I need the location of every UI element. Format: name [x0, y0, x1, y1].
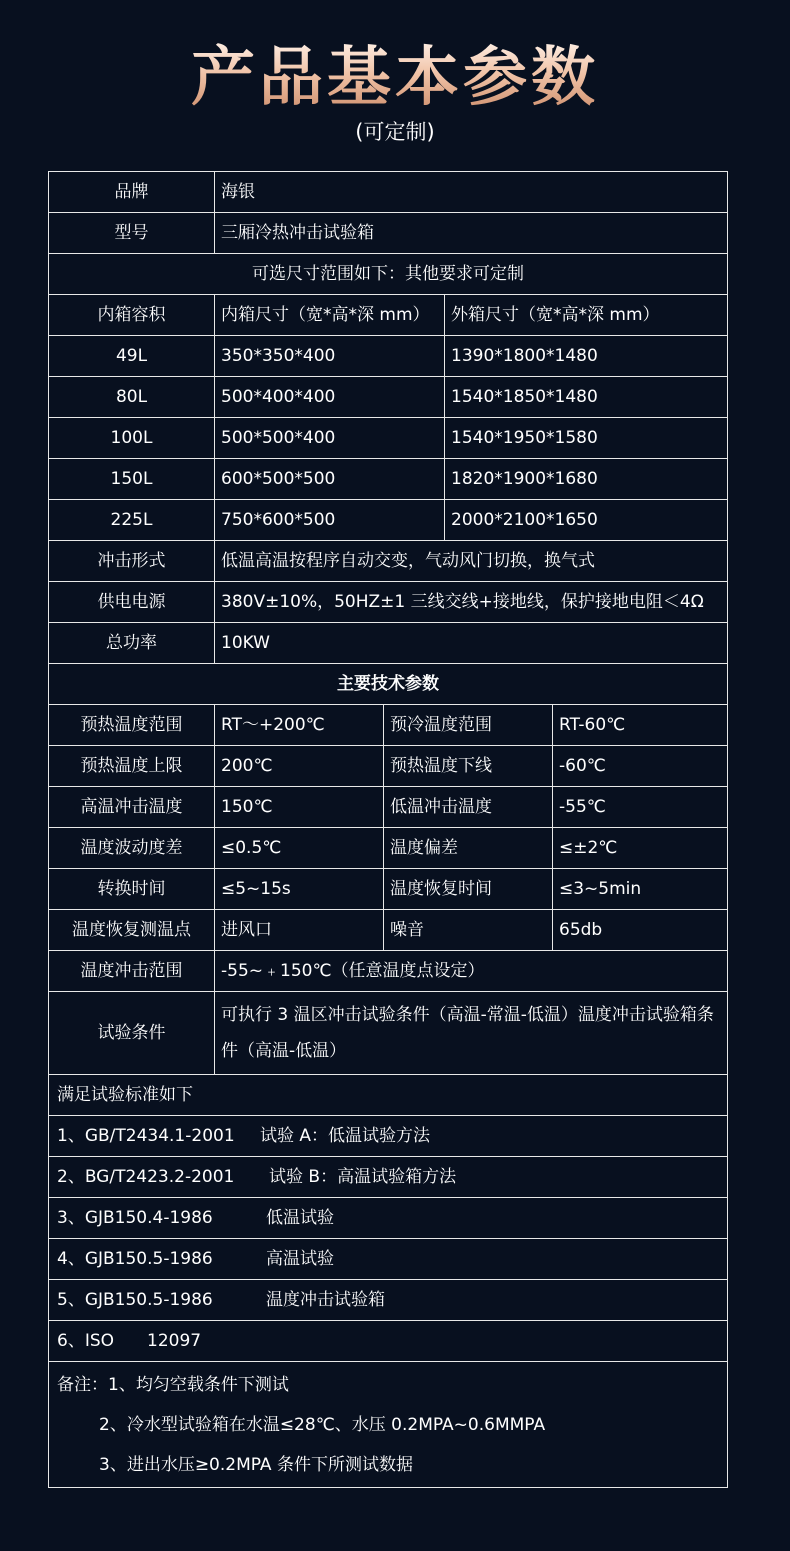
table-row	[49, 869, 728, 910]
table-row	[49, 172, 728, 213]
tech-value: ≤±2℃	[553, 828, 728, 869]
note-line-3: 3、进出水压≥0.2MPA 条件下所测试数据	[99, 1454, 413, 1475]
standard-item	[49, 1280, 728, 1321]
size-volume: 100L	[49, 418, 215, 459]
size-inner: 600*500*500	[215, 459, 445, 500]
standard-name: 试验 A：低温试验方法	[260, 1126, 431, 1146]
table-row	[49, 459, 728, 500]
cond-label: 试验条件	[49, 992, 215, 1075]
size-outer: 2000*2100*1650	[445, 500, 728, 541]
standard-name: 低温试验	[266, 1208, 334, 1228]
standard-name: 温度冲击试验箱	[266, 1290, 385, 1310]
table-row	[49, 1157, 728, 1198]
impact-value: 低温高温按程序自动交变，气动风门切换，换气式	[215, 541, 728, 582]
tech-value: 进风口	[215, 910, 384, 951]
size-volume: 225L	[49, 500, 215, 541]
table-row	[49, 1198, 728, 1239]
table-row	[49, 992, 728, 1075]
tech-key: 预热温度范围	[49, 705, 215, 746]
standard-number: 1、GB/T2434.1-2001	[57, 1126, 235, 1146]
tech-value: -60℃	[553, 746, 728, 787]
table-row	[49, 787, 728, 828]
power-value: 380V±10%，50HZ±1 三线交线+接地线，保护接地电阻＜4Ω	[215, 582, 728, 623]
size-header-outer: 外箱尺寸（宽*高*深 mm）	[445, 295, 728, 336]
table-row	[49, 377, 728, 418]
standard-item	[49, 1239, 728, 1280]
standard-number: 5、GJB150.5-1986	[57, 1290, 213, 1310]
range-label: 温度冲击范围	[49, 951, 215, 992]
brand-label: 品牌	[49, 172, 215, 213]
tech-key: 噪音	[384, 910, 553, 951]
size-header-volume: 内箱容积	[49, 295, 215, 336]
table-row	[49, 1321, 728, 1362]
tech-key: 预热温度下线	[384, 746, 553, 787]
standard-item	[49, 1321, 728, 1362]
size-inner: 500*500*400	[215, 418, 445, 459]
impact-label: 冲击形式	[49, 541, 215, 582]
table-row	[49, 910, 728, 951]
standard-item	[49, 1116, 728, 1157]
size-outer: 1820*1900*1680	[445, 459, 728, 500]
table-row	[49, 1280, 728, 1321]
tech-key: 预热温度上限	[49, 746, 215, 787]
tech-value: ≤3~5min	[553, 869, 728, 910]
total-power-value: 10KW	[215, 623, 728, 664]
size-outer: 1390*1800*1480	[445, 336, 728, 377]
page-title: 产品基本参数	[0, 38, 790, 118]
standards-heading: 满足试验标准如下	[49, 1075, 728, 1116]
tech-key: 预冷温度范围	[384, 705, 553, 746]
table-row	[49, 705, 728, 746]
size-inner: 500*400*400	[215, 377, 445, 418]
standard-name: 高温试验	[266, 1249, 334, 1269]
tech-value: 200℃	[215, 746, 384, 787]
tech-key: 低温冲击温度	[384, 787, 553, 828]
size-header-inner: 内箱尺寸（宽*高*深 mm）	[215, 295, 445, 336]
table-row	[49, 582, 728, 623]
tech-value: RT～+200℃	[215, 705, 384, 746]
standard-item	[49, 1198, 728, 1239]
size-outer: 1540*1950*1580	[445, 418, 728, 459]
tech-key: 温度偏差	[384, 828, 553, 869]
tech-key: 温度恢复时间	[384, 869, 553, 910]
table-row	[49, 295, 728, 336]
tech-value: -55℃	[553, 787, 728, 828]
table-row	[49, 1116, 728, 1157]
standard-number: 3、GJB150.4-1986	[57, 1208, 213, 1228]
table-row	[49, 1075, 728, 1116]
size-outer: 1540*1850*1480	[445, 377, 728, 418]
table-row	[49, 1239, 728, 1280]
standard-number: 4、GJB150.5-1986	[57, 1249, 213, 1269]
brand-value: 海银	[215, 172, 728, 213]
page-subtitle: (可定制)	[355, 120, 435, 144]
table-row	[49, 623, 728, 664]
table-row	[49, 828, 728, 869]
standard-item	[49, 1157, 728, 1198]
size-volume: 150L	[49, 459, 215, 500]
table-row	[49, 664, 728, 705]
size-volume: 80L	[49, 377, 215, 418]
size-inner: 350*350*400	[215, 336, 445, 377]
tech-value: ≤5~15s	[215, 869, 384, 910]
table-row	[49, 500, 728, 541]
range-value: -55~﹢150℃（任意温度点设定）	[215, 951, 728, 992]
notes-cell	[49, 1362, 728, 1488]
size-inner: 750*600*500	[215, 500, 445, 541]
standard-name: 12097	[147, 1331, 202, 1351]
tech-value: ≤0.5℃	[215, 828, 384, 869]
table-row	[49, 213, 728, 254]
size-note: 可选尺寸范围如下：其他要求可定制	[49, 254, 728, 295]
note-line-2: 2、冷水型试验箱在水温≤28℃、水压 0.2MPA~0.6MMPA	[99, 1414, 546, 1435]
tech-key: 温度波动度差	[49, 828, 215, 869]
tech-value: 65db	[553, 910, 728, 951]
tech-key: 高温冲击温度	[49, 787, 215, 828]
model-label: 型号	[49, 213, 215, 254]
table-row	[49, 336, 728, 377]
standard-number: 6、ISO	[57, 1331, 115, 1351]
model-value: 三厢冷热冲击试验箱	[215, 213, 728, 254]
power-label: 供电电源	[49, 582, 215, 623]
tech-key: 温度恢复测温点	[49, 910, 215, 951]
tech-value: RT-60℃	[553, 705, 728, 746]
table-row	[49, 1362, 728, 1488]
tech-value: 150℃	[215, 787, 384, 828]
standard-name: 试验 B：高温试验箱方法	[269, 1167, 457, 1187]
tech-heading: 主要技术参数	[49, 664, 728, 705]
table-row	[49, 951, 728, 992]
table-row	[49, 254, 728, 295]
tech-key: 转换时间	[49, 869, 215, 910]
table-row	[49, 541, 728, 582]
size-volume: 49L	[49, 336, 215, 377]
standard-number: 2、BG/T2423.2-2001	[57, 1167, 235, 1187]
total-power-label: 总功率	[49, 623, 215, 664]
table-row	[49, 746, 728, 787]
table-row	[49, 418, 728, 459]
note-line-1: 备注：1、均匀空载条件下测试	[57, 1374, 289, 1395]
cond-value: 可执行 3 温区冲击试验条件（高温-常温-低温）温度冲击试验箱条件（高温-低温）	[215, 992, 728, 1075]
spec-table	[48, 171, 728, 1488]
